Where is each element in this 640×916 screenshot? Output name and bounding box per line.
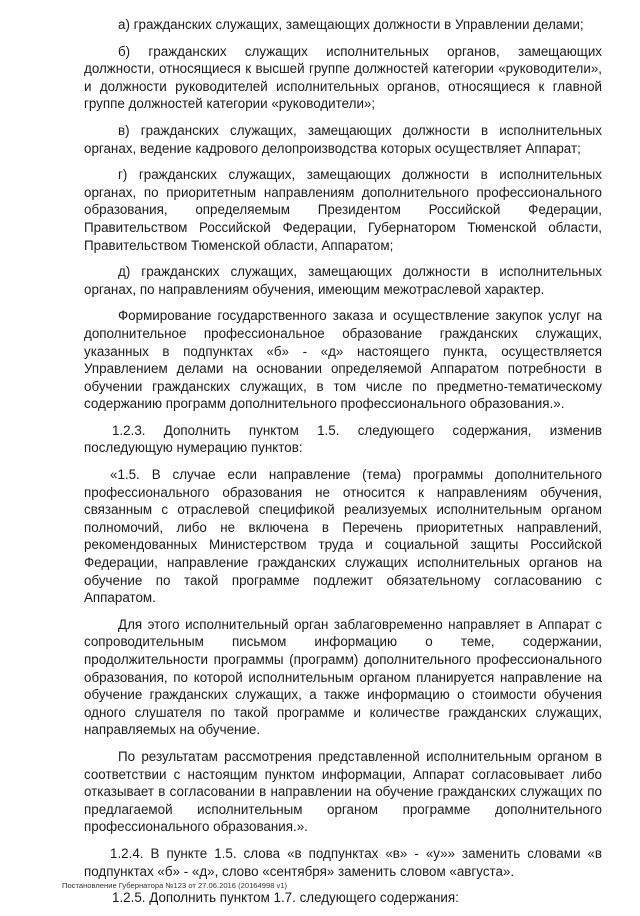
paragraph-1-2-5: 1.2.5. Дополнить пунктом 1.7. следующего содержания:	[112, 890, 459, 906]
paragraph-subitem-b: б) гражданских служащих исполнительных органов, замещающих должности, относящиеся к высшей группе должностей категории «руководители», и должности руководителей исполнительных органов, относящиеся к главной группе должностей категории «руководители»;	[84, 43, 602, 112]
paragraph-subitem-v: в) гражданских служащих, замещающих должности в исполнительных органах, ведение кадрового делопроизводства которых осуществляет Аппарат;	[84, 122, 602, 156]
paragraph-subitem-d: д) гражданских служащих, замещающих должности в исполнительных органах, по направлениям обучения, имеющим межотраслевой характер.	[84, 264, 602, 297]
paragraph-subitem-a: а) гражданских служащих, замещающих должности в Управлении делами;	[118, 17, 584, 32]
paragraph-executive-body-request: Для этого исполнительный орган заблаговременно направляет в Аппарат с сопроводительным письмом информацию о теме, содержании, продолжительности программы (программ) дополнительного профессионального образования, по которой исполнительным органом планируется направление на обучение гражданских служащих, а также информацию о стоимости обучения одного слушателя по такой программе и количестве гражданских служащих, направляемых на обучение.	[84, 616, 602, 738]
paragraph-subitem-g: г) гражданских служащих, замещающих должности в исполнительных органах, по приоритетным направлениям дополнительного профессионального образования, определяемым Президентом Российской Федерации, Правительством Российской Федерации, Губернатором Тюменской области, Правительством Тюменской области, Аппаратом;	[84, 167, 602, 253]
document-page	[84, 16, 602, 916]
paragraph-1-2-3: 1.2.3. Дополнить пунктом 1.5. следующего содержания, изменив последующую нумерацию пунктов:	[84, 422, 602, 456]
paragraph-1-2-4: 1.2.4. В пункте 1.5. слова «в подпунктах «в» - «у»» заменить словами «в подпунктах «б» - «д», слово «сентября» заменить словом «августа».	[84, 845, 602, 879]
document-footer: Постановление Губернатора №123 от 27.06.2016 (20164998 v1)	[62, 881, 288, 890]
paragraph-quote-1-5: «1.5. В случае если направление (тема) программы дополнительного профессионального образования не относится к направлениям обучения, связанным с отраслевой спецификой реализуемых исполнительным органом полномочий, либо не включена в Перечень приоритетных направлений, рекомендованных Министерством труда и социальной защиты Российской Федерации, направление гражданских служащих исполнительных органов на обучение по такой программе подлежит обязательному согласованию с Аппаратом.	[84, 467, 602, 606]
paragraph-review-result: По результатам рассмотрения представленной исполнительным органом в соответствии с настоящим пунктом информации, Аппарат согласовывает либо отказывает в согласовании в направлении на обучение гражданских служащих по предлагаемой исполнительным органом программе дополнительного профессионального образования.».	[84, 748, 602, 835]
paragraph-state-order: Формирование государственного заказа и осуществление закупок услуг на дополнительное профессиональное образование гражданских служащих, указанных в подпунктах «б» - «д» настоящего пункта, осуществляется Управлением делами на основании определяемой Аппаратом потребности в обучении гражданских служащих, в том числе по предметно-тематическому содержанию программ дополнительного профессионального образования.».	[84, 308, 602, 412]
